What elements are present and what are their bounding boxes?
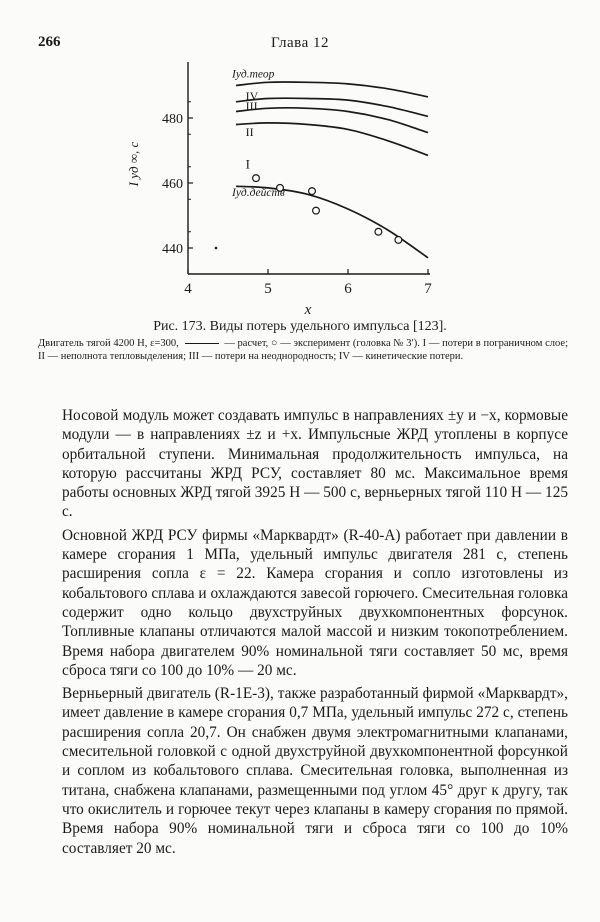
label-III: III: [245, 99, 258, 114]
paragraph-2: Основной ЖРД РСУ фирмы «Марквардт» (R-40-A) работает при давлении в камере сгорания 1 МПа, удельный импульс двигателя 281 с, степень расширения сопла ε = 22. Камера сгорания и сопло изготовлены из кобальтового сплава и охлаждаются завесой горючего. Смесительная головка содержит одно кольцо двухструйных двухкомпонентных форсунок. Топливные клапаны отличаются малой массой и низким токопотреблением. Время набора двигателем 90% номинальной тяги составляет 50 мс, время сброса тяги со 100 до 10% — 20 мс.: [62, 526, 568, 679]
figure-caption: Рис. 173. Виды потерь удельного импульса [123].: [153, 319, 447, 334]
y-tick-label: 440: [162, 242, 183, 257]
series-line-3: [236, 123, 428, 155]
label-IV: IV: [245, 88, 259, 103]
experiment-point: [313, 207, 320, 214]
experiment-point: [395, 236, 402, 243]
label-II: II: [245, 124, 254, 139]
chart-labels: [126, 68, 312, 318]
series-line-2: [236, 108, 428, 133]
experiment-point: [253, 175, 260, 182]
label-actual: Iуд.действ: [232, 187, 285, 199]
x-tick-label: 4: [184, 281, 192, 297]
chapter-title: Глава 12: [271, 35, 329, 51]
x-tick-label: 5: [264, 281, 272, 297]
calc-line-sample: [185, 343, 219, 344]
page-number: 266: [38, 34, 61, 50]
x-tick-label: 6: [344, 281, 352, 297]
y-tick-label: 460: [162, 177, 183, 192]
legend-part1: Двигатель тягой 4200 Н, ε=300,: [38, 338, 179, 349]
paragraph-3: Верньерный двигатель (R-1E-3), также разработанный фирмой «Марквардт», имеет давление в камере сгорания 0,7 МПа, удельный импульс 272 с, степень расширения сопла 20,7. Он снабжен двумя электромагнитными клапанами, смесительной головкой с одной двухструйной двухкомпонентной форсункой и соплом из кобальтового сплава. Смесительная головка, выполненная из титана, снабжена клапанами, размещенными под углом 45° друг к другу, так что окислитель и горючее текут через клапаны в камеру сгорания по прямой. Время набора 90% номинальной тяги и сброса тяги со 100 до 10% составляет 20 мс.: [62, 685, 568, 857]
experiment-point: [375, 228, 382, 235]
label-I: I: [245, 156, 250, 172]
y-axis-label: I уд ∞, с: [126, 141, 141, 187]
y-tick-label: 480: [162, 112, 183, 127]
x-axis-label: x: [304, 302, 312, 318]
label-theor: Iуд.теор: [232, 68, 275, 81]
chart-axes: [162, 62, 432, 297]
series-line-1: [236, 98, 428, 116]
chart-series: [236, 82, 428, 258]
body-text: [62, 406, 568, 862]
stray-dot: [215, 247, 218, 250]
x-tick-label: 7: [424, 281, 432, 297]
figure-legend: [38, 337, 568, 363]
legend-part2: — расчет, ○ — эксперимент (головка № 3′). I — потери в пограничном слое; II — неполнота тепловыделения; III — потери на неоднородность; IV — кинетические потери.: [38, 338, 568, 362]
experiment-point: [309, 188, 316, 195]
series-line-0: [236, 82, 428, 97]
paragraph-1: Носовой модуль может создавать импульс в направлениях ±y и −x, кормовые модули — в направлениях ±z и +x. Импульсные ЖРД утоплены в корпусе орбитальной ступени. Минимальная продолжительность импульса, на которую рассчитаны ЖРД РСУ, составляет 80 мс. Максимальное время работы основных ЖРД тягой 3925 Н — 500 с, верньерных тягой 110 Н — 125 с.: [62, 407, 568, 521]
impulse-loss-chart: [120, 56, 460, 318]
